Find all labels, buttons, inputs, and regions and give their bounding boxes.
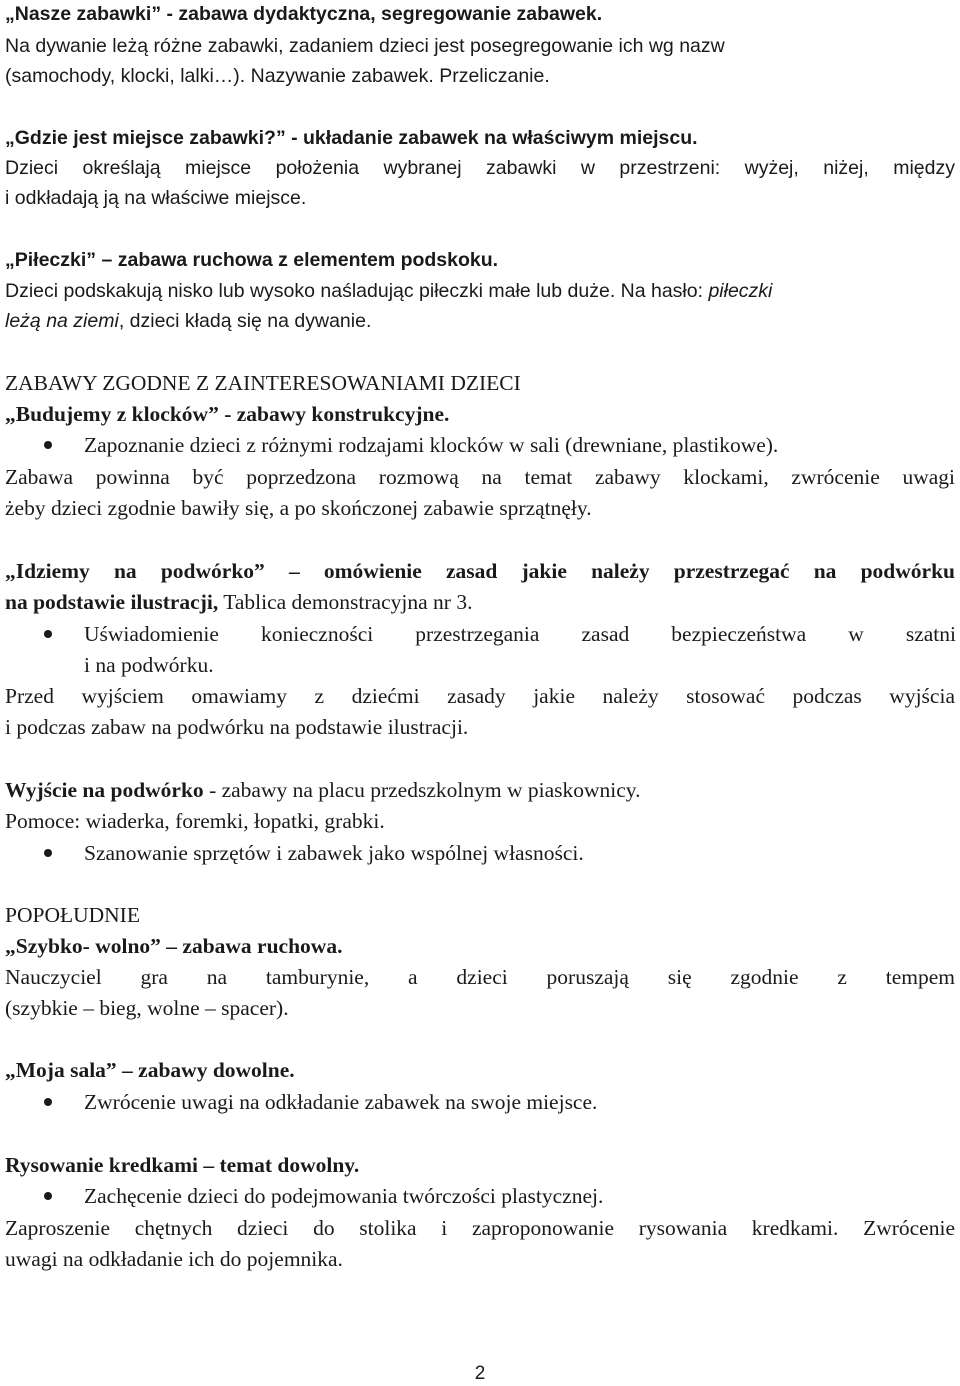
section-title-idziemy-cont [5, 588, 955, 616]
bold-run: Wyjście na podwórko [5, 778, 204, 802]
paragraph-line: żeby dzieci zgodnie bawiły się, a po skończonej zabawie sprzątnęły. [5, 496, 592, 520]
paragraph-line: Dzieci określają miejsce położenia wybranej zabawki w przestrzeni: wyżej, niżej, między [5, 157, 955, 179]
section-title-gdzie-jest-miejsce: „Gdzie jest miejsce zabawki?” - układanie zabawek na właściwym miejscu. [5, 127, 698, 149]
section-heading-popoludnie: POPOŁUDNIE [5, 903, 140, 927]
bullet-item: Uświadomienie konieczności przestrzegania zasad bezpieczeństwa w szatni [84, 622, 956, 646]
bullet-item: Szanowanie sprzętów i zabawek jako wspólnej własności. [84, 841, 584, 865]
section-title-budujemy: „Budujemy z klocków” - zabawy konstrukcyjne. [5, 402, 450, 426]
bullet-item: Zwrócenie uwagi na odkładanie zabawek na swoje miejsce. [84, 1090, 598, 1114]
paragraph-line: uwagi na odkładanie ich do pojemnika. [5, 1247, 343, 1271]
bullet-icon [44, 1098, 52, 1106]
text-run: , dzieci kładą się na dywanie. [118, 310, 372, 332]
paragraph-line: i podczas zabaw na podwórku na podstawie ilustracji. [5, 715, 469, 739]
text-run: - zabawy na placu przedszkolnym w piaskownicy. [203, 778, 641, 802]
paragraph-line: i odkładają ją na właściwe miejsce. [5, 187, 307, 209]
section-title-rysowanie: Rysowanie kredkami – temat dowolny. [5, 1153, 360, 1177]
text-run: Dzieci podskakują nisko lub wysoko naśladując piłeczki małe lub duże. Na hasło: [5, 280, 709, 302]
section-title-szybko-wolno: „Szybko- wolno” – zabawa ruchowa. [5, 934, 343, 958]
bullet-icon [44, 630, 52, 638]
paragraph-line: (samochody, klocki, lalki…). Nazywanie zabawek. Przeliczanie. [5, 65, 550, 87]
section-title-moja-sala: „Moja sala” – zabawy dowolne. [5, 1058, 295, 1082]
paragraph-line: Na dywanie leżą różne zabawki, zadaniem dzieci jest posegregowanie ich wg nazw [5, 35, 725, 57]
section-title-nasze-zabawki: „Nasze zabawki” - zabawa dydaktyczna, segregowanie zabawek. [5, 3, 603, 25]
bullet-item: Zachęcenie dzieci do podejmowania twórczości plastycznej. [84, 1184, 604, 1208]
paragraph-line [5, 277, 955, 305]
bullet-icon [44, 441, 52, 449]
italic-run: leżą na ziemi [5, 310, 119, 332]
section-title-idziemy: „Idziemy na podwórko” – omówienie zasad jakie należy przestrzegać na podwórku [5, 559, 955, 583]
page-number: 2 [474, 1363, 486, 1384]
italic-run: piłeczki [708, 280, 773, 302]
paragraph-line [5, 307, 955, 335]
text-run: Tablica demonstracyjna nr 3. [218, 590, 473, 614]
paragraph-line: Przed wyjściem omawiamy z dziećmi zasady jakie należy stosować podczas wyjścia [5, 684, 955, 708]
paragraph-line: Nauczyciel gra na tamburynie, a dzieci poruszają się zgodnie z tempem [5, 965, 955, 989]
section-title-pileczki: „Piłeczki” – zabawa ruchowa z elementem podskoku. [5, 249, 499, 271]
bullet-icon [44, 849, 52, 857]
bold-run: na podstawie ilustracji, [5, 590, 219, 614]
bullet-item: Zapoznanie dzieci z różnymi rodzajami klocków w sali (drewniane, plastikowe). [84, 433, 779, 457]
paragraph-line: Zabawa powinna być poprzedzona rozmową na temat zabawy klockami, zwrócenie uwagi [5, 465, 955, 489]
bullet-item-cont: i na podwórku. [84, 653, 214, 677]
paragraph-line: (szybkie – bieg, wolne – spacer). [5, 996, 289, 1020]
paragraph-line: Zaproszenie chętnych dzieci do stolika i zaproponowanie rysowania kredkami. Zwrócenie [5, 1216, 955, 1240]
section-heading-zabawy: ZABAWY ZGODNE Z ZAINTERESOWANIAMI DZIECI [5, 371, 521, 395]
section-title-wyjscie [5, 776, 955, 804]
paragraph-line: Pomoce: wiaderka, foremki, łopatki, grabki. [5, 809, 385, 833]
bullet-icon [44, 1192, 52, 1200]
